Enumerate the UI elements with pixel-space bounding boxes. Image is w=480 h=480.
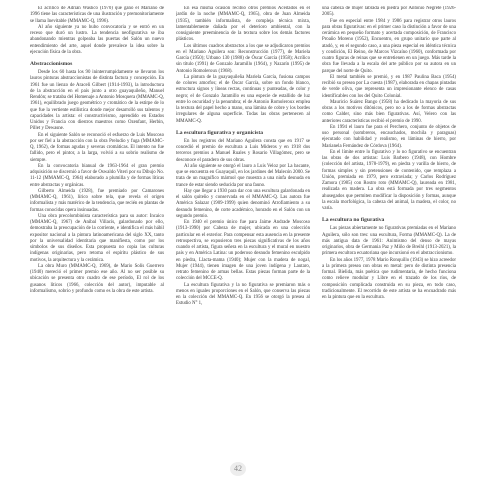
page-number: 42 [230, 462, 246, 476]
paragraph: El acrílico de Adrián Washco (1970) que ganó el Mariano de 1996 tiene las características de una ilustración y premonitoriamente se llama Inevitable (MMAMC-Q, 1996). [30, 6, 164, 24]
paragraph: La pintura de la guayaquileña Mariela García, fusiona campos de colores amorfos; el de Óscar García, sobre un fondo blanco, estructura signos y líneas rectas, continuas y punteadas, de color y negro; el de Gonzalo Jaramillo es una especie de estallido de luz entre lo oscuridad y la penumbra; el de Antonio Romoleroux emplea la textura del papel hecho a mano, una lámina de cobre y los bordes irregulares de alguna superficie. Todas las obras pertenecen al MMAMC-Q. [176, 74, 310, 124]
section-heading: La escultura figurativa y organicista [176, 129, 264, 136]
paragraph: En el límite entre lo figurativo y lo no figurativo se encuentran las obras de dos artistas: Luis Barbero (1948), con Hombre (colección del artista, 1978-1979), en piedra y varilla de hierro, de formas simples y sin pretensiones de contenido, que remplaza a Unión, premiada en 1979, pero extraviada; y Carlos Rodríguez Zamora (1985) con Rostro roto (MMAMC-Q), laureada en 1981, realizada en madera. La obra está formada por tres segmentos ahusegados que permiten modificar la disposición y formas, aunque la escala morfológica, la cabeza del animal, la madera, el color, no varía. [322, 149, 456, 211]
paragraph: La escultura figurativa y la no figurativa se premiaron más o menos en iguales proporciones en el Salón, que conserva las piezas en la colección del MMAMC-Q. En 1956 se otorgó la presea al Estudio N° 1, [176, 282, 310, 307]
paragraph: Mauricio Suárez Bango (1958) ha dedicado la mayoría de sus obras a los motivos ditónicos, pero no a los de formas abstractas como Calder, sino más bien figurativas. Así, Velero con las anteriores características recibió el premio de 1990. [322, 99, 456, 124]
paragraph: Al año siguiente ya no hubo convocatoria y se entró en un receso que duró un lustro. La tendencia neofigurativa se iba abandonando mientras golpeaba las puertas del Salón un nuevo entendimiento del arte, aquel donde prevalece la idea sobre la ejecución física de la obra. [30, 24, 164, 55]
paragraph: La obra Muro (MMAMC-Q, 1969), de Mario Solís Guerrero (1940) mereció el primer premio ese año. Al no ser posible su ubicación se presenta otro cuadro de ese período, El rol de los gusanos líticos (1966, colección del autor), imputable al informalismo, sobrio y profundo como es la obra de este artista. [30, 263, 164, 294]
text-column-middle [176, 6, 310, 458]
paragraph: Una obra precolombinista característica para su autor: Incaico (MMAMC-Q, 1967) de Aníbal Villacís, galardonado por ello, demostraba la preocupación de la corriente, e identifica el más hábil expositor nacional a la pintura latinoamericana del siglo XX, tanto por la universalidad identitaria que manifiesta, como por los símbolos de sus diseños. Esta propuesta no copia las culturas indígenas originarias, pero retoma el espíritu plástico de sus motivos, la arquitectura y la cerámica. [30, 213, 164, 263]
paragraph: una cabeza de mujer labrada en piedra por Antonio Negrete (1926-2005). [322, 6, 456, 18]
text-page [30, 6, 456, 458]
paragraph: El metal también se premió, y en 1987 Paulina Baca (1954) recibió su presea por La cuesta (1987), elaborada en chapas pintadas de verde oliva, que representa un impresionante elenco de casas identificables con los del Quito Colonial. [322, 74, 456, 99]
paragraph: En los años 1977, 1978 Mario Ronquillo (1943) se hizo acreedor a la primera presea con obras en metal: pero de distinta presencia formal. Bielida, más poética que rudimentaria, de hecho funciona como relieve modular y Libre en el trazado de los ríos, de composición complicada construida en su pieza, en todo caso, tradicionalmente. El recorrido de este artista se ha encuadrado más en la pintura que en la escultura. [322, 257, 456, 300]
paragraph: Desde los 60 hasta los 90 ininterrumpidamente se llevaron los lauros pinturas abstraccionistas de distinta factura y concepción. En 1961 fue un lienzo de Araceli Gilbert (1914-1993), la introductora de la abstracción en el país junto a otro guayaquileño, Manuel Rendón; se trataba del Homenaje a Antonio Mosquera (MMAMC-Q, 1961), equilibrado juego geométrico y cromático de la estirpe de lo que fue la vertiente estilística donde mejor desarrolló sus talentos y capacidades la artista: el constructivismo, aprendido en Estados Unidos y Francia con diestros maestros como Ozenfant, Herbin, Pillet y Dewasne. [30, 70, 164, 132]
paragraph: Los últimos cuadros abstractos a los que se adjudicaron premios en el Mariano Aguilera son: Reconstrucción (1977), de Mariela García (1950); Urbano 130 (1988) de Óscar García (1958); Acrílico sin título (1991) de Gonzalo Jaramillo (1964), y Nazarín (1995) de Antonio Romoleroux (1968). [176, 43, 310, 74]
text-column-left [30, 6, 164, 458]
section-heading: La escultura no figurativa [322, 217, 385, 224]
section-heading: Abstraccionismos [30, 61, 73, 67]
paragraph: Fue en especial entre 1984 y 1986 para registrar otros lauros para obras figurativas: en el primer caso la distinción a favor de una cerámica en pequeño formato y acertada composición, de Francisco Proaño Moreno (1952), Encuentro, en grupo unitario que parte al atadó, y, en el segundo caso, a una pieza especial en idéntica técnica y condición, El Reino, de Marcos Vizcaíno (1960), conformada por cuatro figuras de reinas que se entretienen en un juego. Más tarde la obra fue llevada a la escala del arte público por su autora en un parque del norte de Quito. [322, 18, 456, 74]
paragraph: Hay que llegar a 1930 para dar con una escultura galardonada en el salón quiteño y conservada en el MMAMC-Q. Las autora fue América Salazar (1909-1999) quien denominó Atrofiamiento a su desnudo femenino, de corte académico, honrado en el Salón con un segundo premio. [176, 188, 310, 219]
paragraph: Gilberto Almeida (1928), fue premiado por Camarones (MMAMC-Q, 1961), lírico sobre tela, que revela el origen informalista y más matérico de la tendencia, que recién en plantas de formas conocidas opera insinuadas. [30, 188, 164, 213]
paragraph: En esa misma ocasión recibió otros premios Aceitados en el jardín de la noche (MMAMC-Q, 1965), obra de Juan Almeida (1935), también informalista, de compleja técnica mixta, lamentablemente dañada por el deterioro ambiental, con la consiguiente preeminencia de la textura sobre los demás factores plásticos. [176, 6, 310, 43]
paragraph: En 1940 el premio único fue para Jaime Andrade Moscoso (1913-1990) por Cabeza de mujer, ubicada en una colección particular en el exterior. Para compensar esta ausencia en la presente retrospectiva, se expusieron tres piezas significativas de los años cuando el artista, figura señera en la escultura y el mural en nuestro país y en América Latina: un poderoso desnudo femenino esculpido en piedra, Llacta-mama (1940); Mujer con la madera de nogal, Mujer (1944), tienen imagen de una joven indígena y Lautaro, retrato femenino de armas bellas. Estas piezas forman parte de la colección del MCCE-Q. [176, 220, 310, 282]
paragraph: En el siguiente Salón se reconoció el esfuerzo de Luis Moscoso por ser fiel a la abstracción con la obra Preludio y fuga (MMAMC-Q, 1962), de formas agudas y severas cromáticas. El intento no fue fallido, pero el pintor, a la larga, volvió a su sobrio realismo de siempre. [30, 132, 164, 163]
text-column-right [322, 6, 456, 458]
paragraph: En la convocatoria bianual de 1963-1964 el gran premio adquisición se discernió a favor de Oswaldo Viteri por su Dibujo No. 11-12 (MMAMC-Q, 1964) elaborado a plumilla y de formas líticas entre abstractas y orgánicas. [30, 163, 164, 188]
paragraph: En 1994 el lauro fue para el Perchero, conjunto de objetos de uso personal (sombreros, encauchados, mochila y paraguas) ejecutado con habilidad y realismo, en láminas de hierro, por Marianela Fernández de Córdova (1964). [322, 124, 456, 149]
paragraph: En los registros del Mariano Aguilera consta que en 1917 se concedió el premio de escultura a Luis Mideros y en 1918 dos terceros premios a Manuel Ruales y Rosario Villagómez, pero se desconoce el paradero de sus obras. [176, 138, 310, 163]
paragraph: Las piezas abiertamente no figurativas premiadas en el Mariano Aguilera, sólo son tres: una escultura, Forma (MMAMC-Q). La de más antigua data de 1961: Animismo del denso de mayas originarios, obra de Germania Paz y Miño de Breihl (1913-2021), la primera escultora ecuatoriana que incursionó en el abstraccionismo. [322, 226, 456, 257]
paragraph: Al año siguiente se otorgó el lauro a Luis Veloz por La bacante, que se encuentra en Guayaquil, en los jardines del Malecón 2000. Se trata de un magnífico mármol que muestra a una ninfa desnuda en trance de estar siendo seducida por una fauno. [176, 163, 310, 188]
